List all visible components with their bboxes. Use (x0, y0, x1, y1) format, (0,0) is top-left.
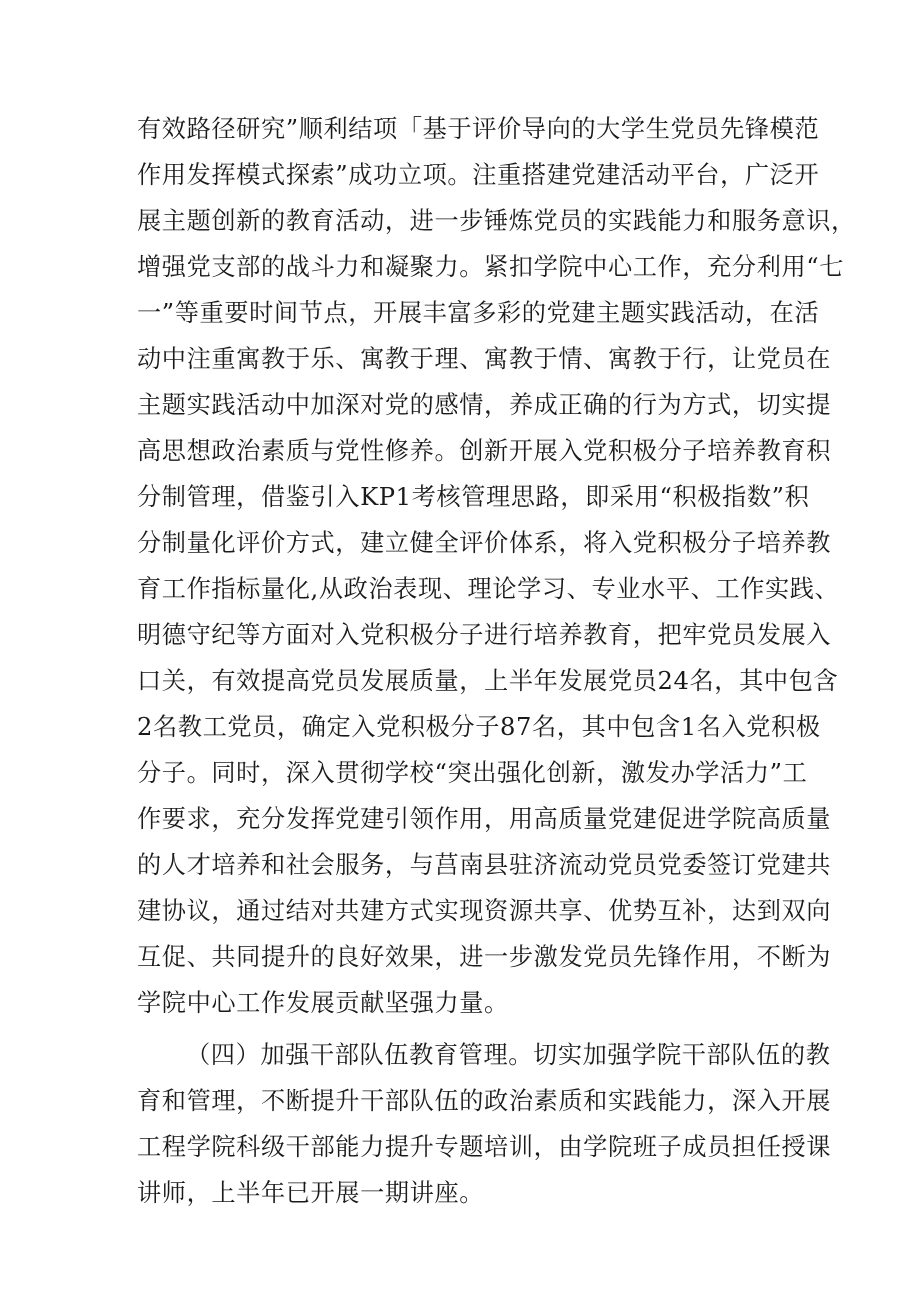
paragraph-1-line-15: 分子。同时，深入贯彻学校“突出强化创新，激发办学活力”工 (137, 759, 808, 787)
paragraph-1-line-3: 展主题创新的教育活动，进一步锤炼党员的实践能力和服务意识， (137, 207, 856, 235)
paragraph-1-line-9: 分制管理，借鉴引入KP1考核管理思路，即采用“积极指数”积 (137, 483, 810, 511)
paragraph-1-line-5: 一”等重要时间节点，开展丰富多彩的党建主题实践活动，在活 (137, 299, 820, 327)
paragraph-2-line-2: 育和管理，不断提升干部队伍的政治素质和实践能力，深入开展 (137, 1087, 832, 1115)
paragraph-1-line-17: 的人才培养和社会服务，与莒南县驻济流动党员党委签订党建共 (137, 851, 832, 879)
paragraph-1-line-6: 动中注重寓教于乐、寓教于理、寓教于情、寓教于行，让党员在 (137, 345, 832, 373)
paragraph-1-line-7: 主题实践活动中加深对党的感情，养成正确的行为方式，切实提 (137, 391, 832, 419)
paragraph-1-line-4: 增强党支部的战斗力和凝聚力。紧扣学院中心工作，充分利用“七 (137, 253, 845, 281)
paragraph-1-line-18: 建协议，通过结对共建方式实现资源共享、优势互补，达到双向 (137, 897, 832, 925)
paragraph-1-line-19: 互促、共同提升的良好效果，进一步激发党员先锋作用，不断为 (137, 943, 832, 971)
paragraph-2-line-1: （四）加强干部队伍教育管理。切实加强学院干部队伍的教 (186, 1041, 831, 1069)
paragraph-1-line-16: 作要求，充分发挥党建引领作用，用高质量党建促进学院高质量 (137, 805, 832, 833)
paragraph-1-line-2: 作用发挥模式探索”成功立项。注重搭建党建活动平台，广泛开 (137, 161, 820, 189)
paragraph-1 (137, 106, 856, 1026)
paragraph-2-line-4: 讲师，上半年已开展一期讲座。 (137, 1179, 485, 1207)
paragraph-1-line-11: 育工作指标量化,从政治表现、理论学习、专业水平、工作实践、 (137, 575, 840, 603)
document-body (137, 106, 856, 1216)
paragraph-1-line-10: 分制量化评价方式，建立健全评价体系，将入党积极分子培养教 (137, 529, 832, 557)
paragraph-1-line-12: 明德守纪等方面对入党积极分子进行培养教育，把牢党员发展入 (137, 621, 832, 649)
paragraph-2-line-3: 工程学院科级干部能力提升专题培训，由学院班子成员担任授课 (137, 1133, 832, 1161)
paragraph-1-line-20: 学院中心工作发展贡献坚强力量。 (137, 989, 509, 1017)
paragraph-1-line-8: 高思想政治素质与党性修养。创新开展入党积极分子培养教育积 (137, 437, 832, 465)
paragraph-2 (137, 1032, 832, 1216)
paragraph-1-line-1: 有效路径研究”顺利结项「基于评价导向的大学生党员先锋模范 (137, 115, 820, 143)
paragraph-1-line-13: 口关，有效提高党员发展质量，上半年发展党员24名，其中包含 (137, 667, 839, 695)
paragraph-1-line-14: 2名教工党员，确定入党积极分子87名，其中包含1名入党积极 (137, 713, 821, 741)
